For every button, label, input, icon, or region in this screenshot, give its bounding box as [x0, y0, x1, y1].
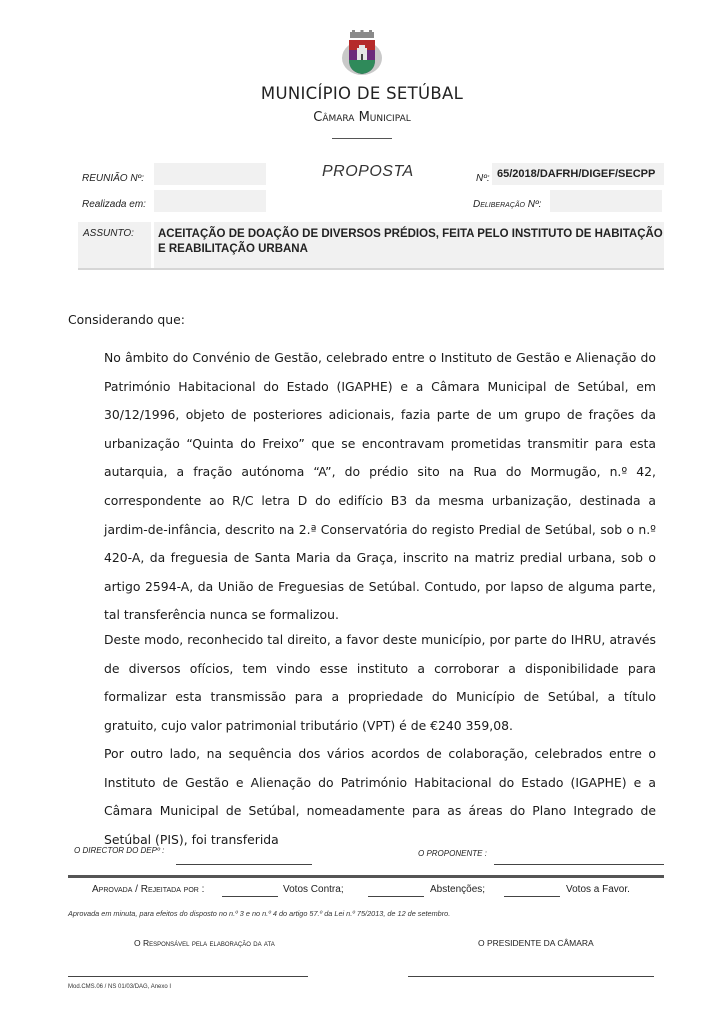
assunto-label: ASSUNTO:: [83, 228, 134, 239]
considerando-intro: Considerando que:: [68, 312, 185, 327]
footer-model-ref: Mod.CMS.06 / NS 01/03/DAG, Anexo I: [68, 984, 172, 990]
responsavel-signature-line: [68, 976, 308, 977]
body-paragraph-1: No âmbito do Convénio de Gestão, celebrado entre o Instituto de Gestão e Alienação do Património Habitacional do Estado (IGAPHE) e a Câmara Municipal de Setúbal, em 30/12/1996, objeto de posteriores adicionais, fazia parte de um grupo de frações da urbanização “Quinta do Freixo” que se encontravam prometidas transmitir para esta autarquia, a fração autónoma “A”, do prédio sito na Rua do Mormugão, n.º 42, correspondente ao R/C letra D do edifício B3 da mesma urbanização, destinada a jardim-de-infância, descrito na 2.ª Conservatória do registo Predial de Setúbal, sob o n.º 420-A, da freguesia de Santa Maria da Graça, inscrito na matriz predial urbana, sob o artigo 2594-A, da União de Freguesias de Setúbal. Contudo, por lapso de alguma parte, tal transferência nunca se formalizou.: [104, 350, 656, 623]
votos-favor-field[interactable]: [504, 896, 560, 897]
municipality-title: MUNICÍPIO DE SETÚBAL: [260, 84, 464, 103]
abstencoes-label: Abstenções;: [430, 884, 486, 895]
minuta-note: Aprovada em minuta, para efeitos do disposto no n.º 3 e no n.º 4 do artigo 57.º da Lei n.º 75/2013, de 12 de setembro.: [68, 909, 451, 918]
numero-value: 65/2018/DAFRH/DIGEF/SECPP: [497, 168, 656, 180]
realizada-label: Realizada em:: [82, 199, 146, 210]
section-divider: [68, 875, 664, 878]
body-paragraph-2: Deste modo, reconhecido tal direito, a favor deste município, por parte do IHRU, através de diversos ofícios, tem vindo esse instituto a corroborar a disponibilidade para formalizar esta transmissão para a propriedade do Município de Setúbal, a título gratuito, cujo valor patrimonial tributário (VPT) é de €240 359,08.: [104, 632, 656, 733]
proponente-signature-line: [494, 864, 664, 865]
director-signature-line: [176, 864, 312, 865]
document-type: PROPOSTA: [322, 163, 414, 180]
deliberacao-label: Deliberação Nº:: [473, 199, 542, 210]
body-paragraph-3: Por outro lado, na sequência dos vários acordos de colaboração, celebrados entre o Instituto de Gestão e Alienação do Património Habitacional do Estado (IGAPHE) e a Câmara Municipal de Setúbal, nomeadamente para as áreas do Plano Integrado de Setúbal (PIS), foi transferida: [104, 746, 656, 847]
assunto-value: ACEITAÇÃO DE DOAÇÃO DE DIVERSOS PRÉDIOS, FEITA PELO INSTITUTO DE HABITAÇÃO E REABILITAÇÃO URBANA: [158, 228, 663, 255]
chamber-subtitle: Câmara Municipal: [313, 110, 411, 125]
votos-contra-label: Votos Contra;: [283, 884, 344, 895]
title-divider: [332, 138, 392, 139]
proponente-label: O PROPONENTE :: [418, 849, 487, 858]
votos-favor-label: Votos a Favor.: [566, 884, 630, 895]
numero-label: Nº:: [476, 173, 490, 184]
reuniao-field[interactable]: [154, 163, 266, 185]
abstencoes-field[interactable]: [368, 896, 424, 897]
deliberacao-field[interactable]: [550, 190, 662, 212]
assunto-label-cell: [78, 222, 154, 268]
presidente-label: O PRESIDENTE DA CÂMARA: [478, 938, 594, 948]
reuniao-label: REUNIÃO Nº:: [82, 173, 144, 184]
votos-contra-field[interactable]: [222, 896, 278, 897]
presidente-signature-line: [408, 976, 654, 977]
realizada-field[interactable]: [154, 190, 266, 212]
assunto-box: [78, 222, 664, 270]
aprovada-label: Aprovada / Rejeitada por :: [92, 884, 205, 895]
municipal-crest-icon: [340, 30, 384, 78]
numero-field: [492, 163, 664, 185]
director-label: O DIRECTOR DO DEPº :: [74, 846, 165, 855]
responsavel-label: O Responsável pela elaboração da ata: [134, 938, 275, 948]
